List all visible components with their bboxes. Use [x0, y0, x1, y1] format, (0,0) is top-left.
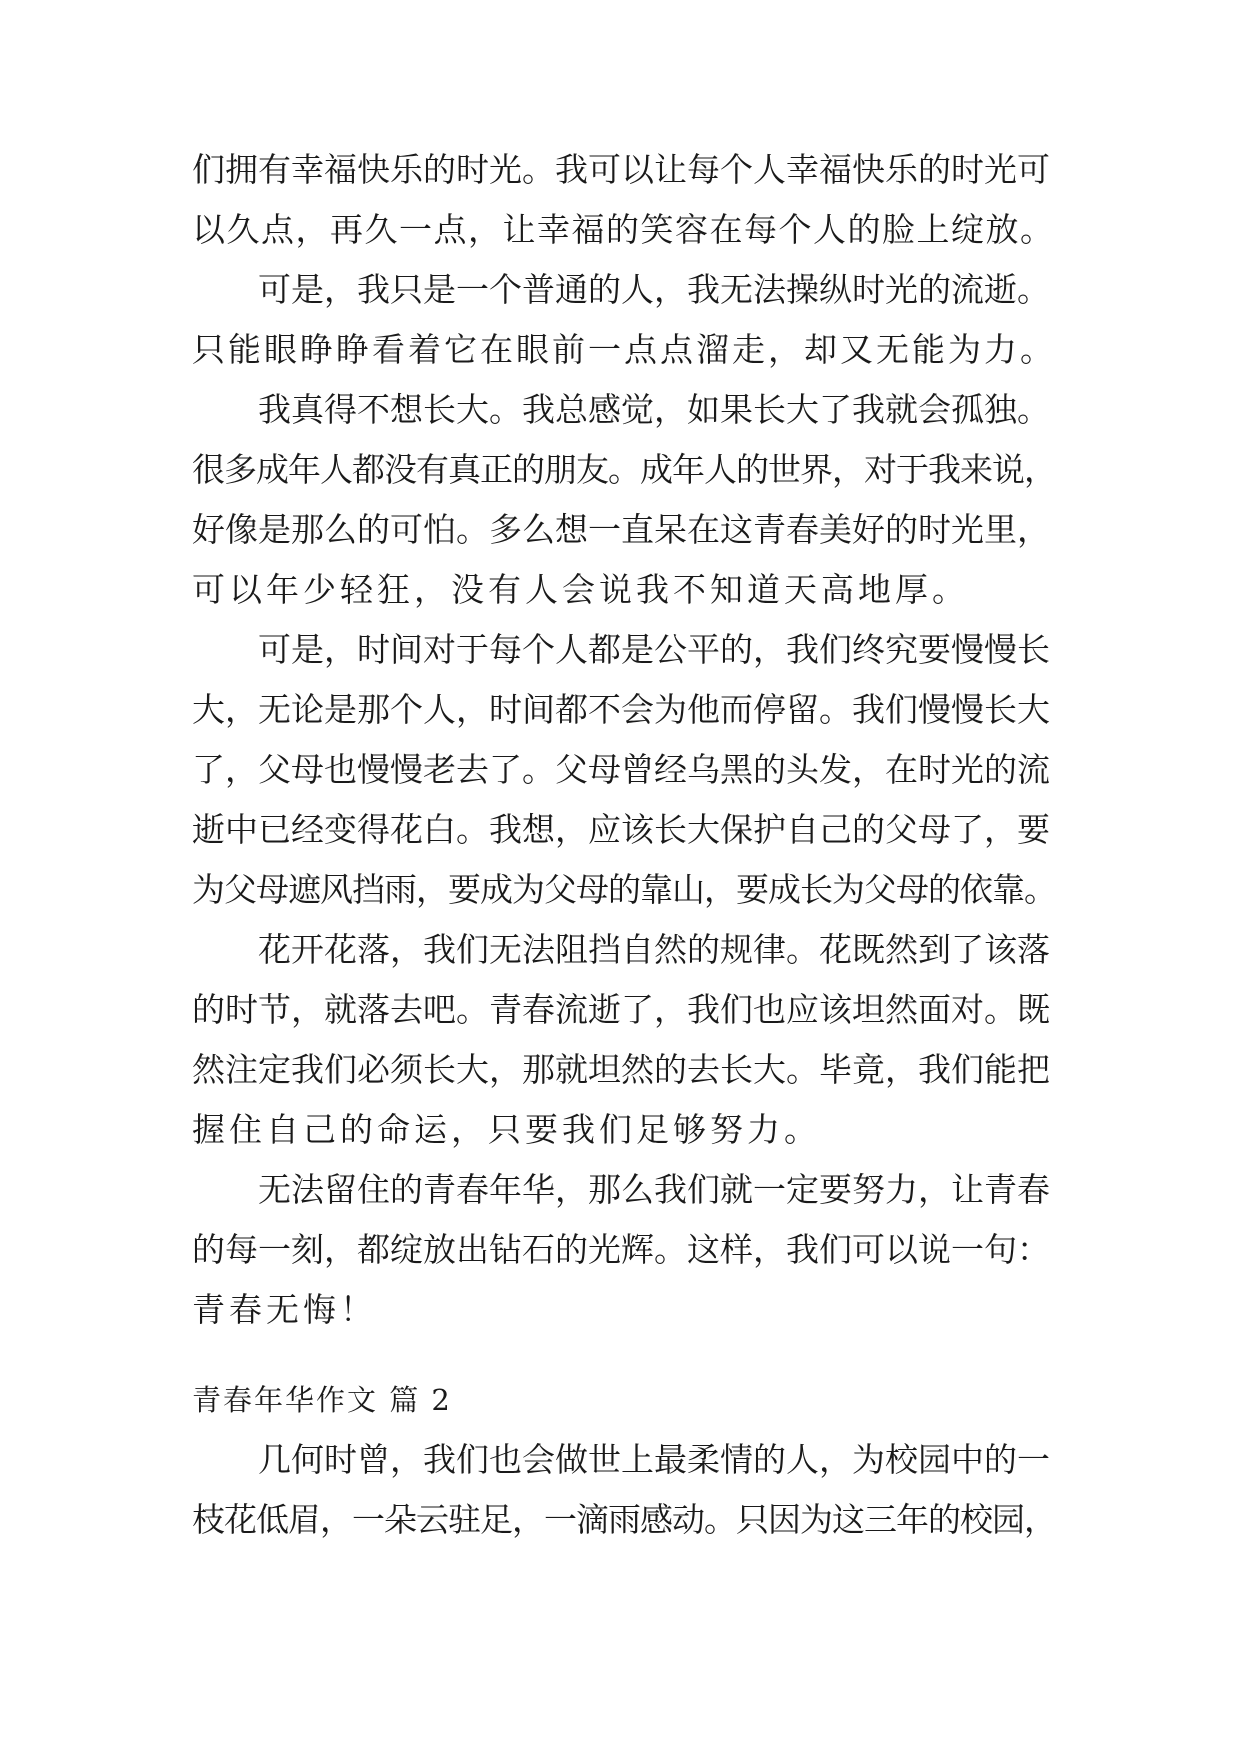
text-line: 好像是那么的可怕。多么想一直呆在这青春美好的时光里， [192, 510, 1050, 549]
text-line: 大，无论是那个人，时间都不会为他而停留。我们慢慢长大 [192, 690, 1050, 729]
text-line: 逝中已经变得花白。我想，应该长大保护自己的父母了，要 [192, 810, 1050, 849]
text-line: 以久点，再久一点，让幸福的笑容在每个人的脸上绽放。 [192, 210, 1055, 249]
text-line: 的时节，就落去吧。青春流逝了，我们也应该坦然面对。既 [192, 990, 1050, 1029]
text-line: 握住自己的命运，只要我们足够努力。 [192, 1110, 821, 1149]
text-line: 可以年少轻狂，没有人会说我不知道天高地厚。 [192, 570, 969, 609]
text-line: 的每一刻，都绽放出钻石的光辉。这样，我们可以说一句： [192, 1230, 1050, 1269]
paragraph-start-line: 可是，我只是一个普通的人，我无法操纵时光的流逝。 [258, 270, 1050, 309]
text-line: 了，父母也慢慢老去了。父母曾经乌黑的头发，在时光的流 [192, 750, 1050, 789]
essay-body-part-2 [192, 1430, 1057, 1550]
text-line: 们拥有幸福快乐的时光。我可以让每个人幸福快乐的时光可 [192, 150, 1050, 189]
text-line: 很多成年人都没有真正的朋友。成年人的世界，对于我来说， [192, 450, 1056, 489]
paragraph-start-line: 几何时曾，我们也会做世上最柔情的人，为校园中的一 [258, 1440, 1050, 1479]
paragraph-start-line: 花开花落，我们无法阻挡自然的规律。花既然到了该落 [258, 930, 1050, 969]
essay-body-part-1 [192, 140, 1057, 1340]
text-line: 枝花低眉，一朵云驻足，一滴雨感动。只因为这三年的校园， [192, 1500, 1056, 1539]
paragraph-start-line: 可是，时间对于每个人都是公平的，我们终究要慢慢长 [258, 630, 1050, 669]
text-line: 然注定我们必须长大，那就坦然的去长大。毕竟，我们能把 [192, 1050, 1050, 1089]
text-line: 为父母遮风挡雨，要成为父母的靠山，要成长为父母的依靠。 [192, 870, 1056, 909]
text-line: 青春无悔！ [192, 1290, 377, 1329]
paragraph-start-line: 我真得不想长大。我总感觉，如果长大了我就会孤独。 [258, 390, 1050, 429]
text-line: 只能眼睁睁看着它在眼前一点点溜走，却又无能为力。 [192, 330, 1056, 369]
paragraph-start-line: 无法留住的青春年华，那么我们就一定要努力，让青春 [258, 1170, 1050, 1209]
section-heading: 青春年华作文 篇 2 [192, 1383, 452, 1417]
